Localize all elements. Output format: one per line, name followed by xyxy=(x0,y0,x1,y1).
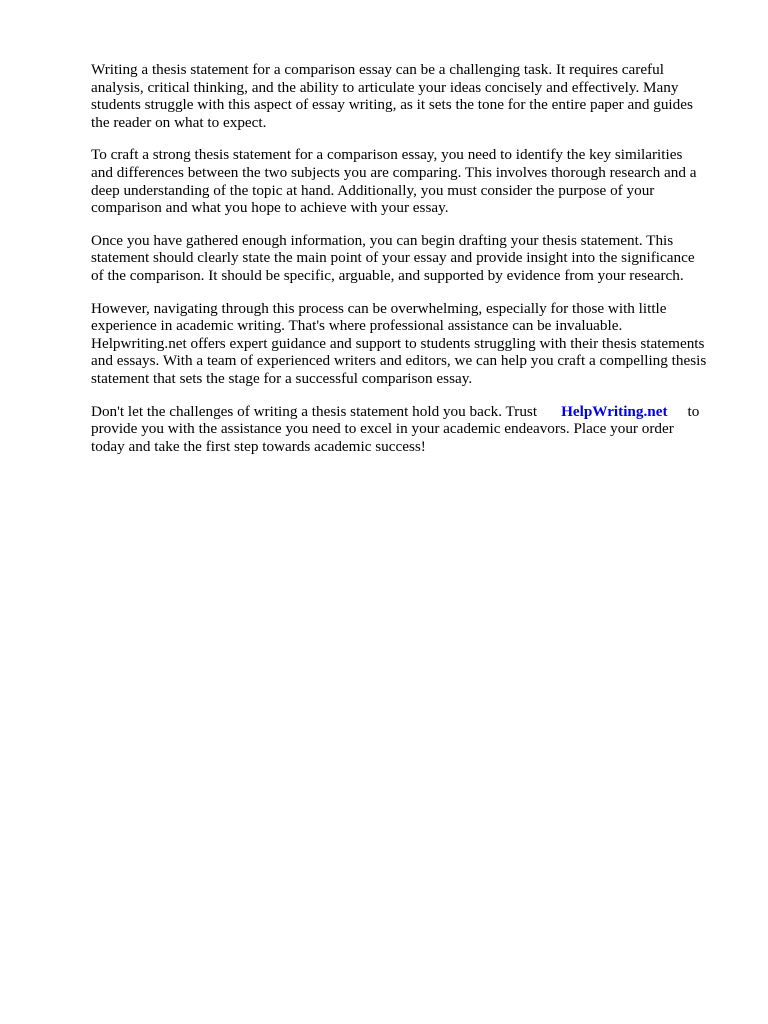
paragraph-intro: Writing a thesis statement for a comparison essay can be a challenging task. It requires careful analysis, critical thinking, and the ability to articulate your ideas concisely and effectively. Many students struggle with this aspect of essay writing, as it sets the tone for the entire paper and guides the reader on what to expect. xyxy=(91,61,693,131)
closing-text-before-link: Don't let the challenges of writing a thesis statement hold you back. Trust xyxy=(91,402,538,420)
paragraph-drafting: Once you have gathered enough information, you can begin drafting your thesis statement. This statement should clearly state the main point of your essay and provide insight into the significance of the comparison. It should be specific, arguable, and supported by evidence from your research. xyxy=(91,231,695,284)
closing-text-after-link: to provide you with the assistance you need to excel in your academic endeavors. Place your order today and take the first step towards academic success! xyxy=(91,402,700,455)
paragraph-closing xyxy=(91,403,727,456)
paragraph-assistance: However, navigating through this process can be overwhelming, especially for those with little experience in academic writing. That's where professional assistance can be invaluable. Helpwriting.net offers expert guidance and support to students struggling with their thesis statements and essays. With a team of experienced writers and editors, we can help you craft a compelling thesis statement that sets the stage for a successful comparison essay. xyxy=(91,299,707,387)
document-body xyxy=(91,61,727,470)
helpwriting-link[interactable]: HelpWriting.net xyxy=(561,402,668,420)
paragraph-crafting: To craft a strong thesis statement for a comparison essay, you need to identify the key similarities and differences between the two subjects you are comparing. This involves thorough research and a deep understanding of the topic at hand. Additionally, you must consider the purpose of your comparison and what you hope to achieve with your essay. xyxy=(91,146,697,217)
